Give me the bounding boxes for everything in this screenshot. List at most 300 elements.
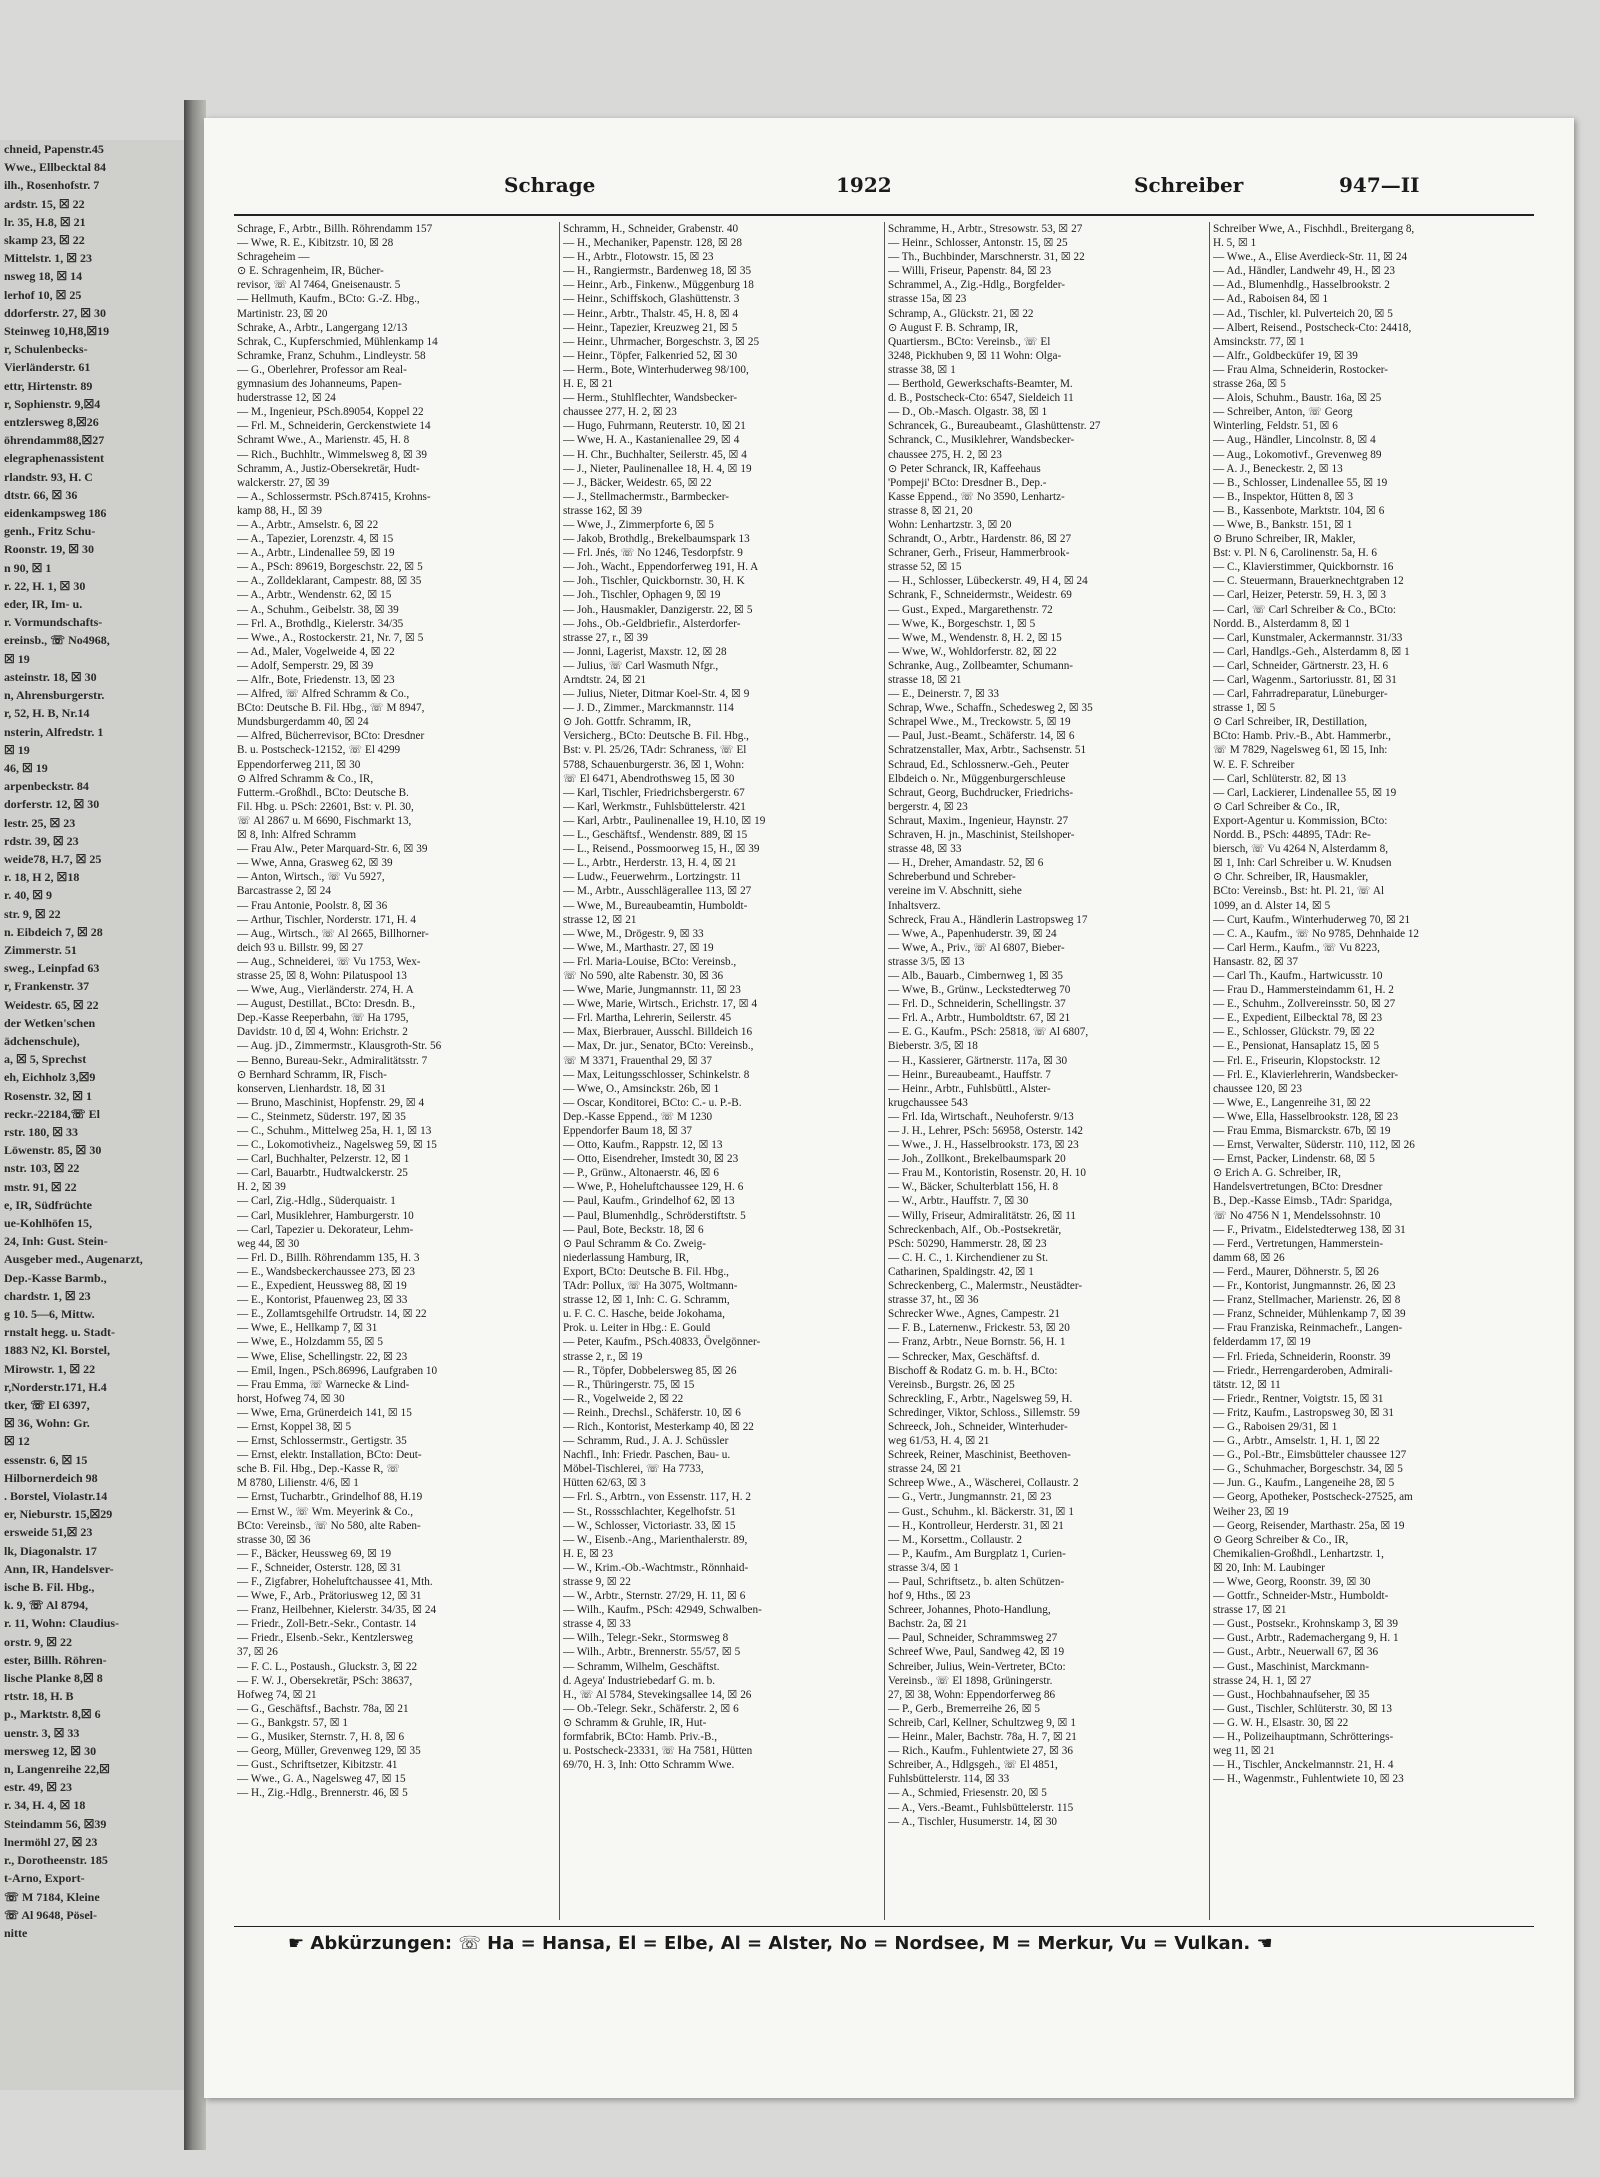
- directory-entry: Quartiersm., BCto: Vereinsb., ☏ El: [888, 335, 1051, 348]
- directory-entry: strasse 30, ☒ 36: [237, 1533, 311, 1546]
- directory-entry: Chemikalien-Großhdl., Lenhartzstr. 1,: [1213, 1547, 1384, 1560]
- directory-entry: — Georg, Apotheker, Postscheck-27525, am: [1213, 1491, 1413, 1504]
- directory-entry: — Frau D., Hammersteindamm 61, H. 2: [1213, 984, 1394, 997]
- directory-entry: — G., Bankgstr. 57, ☒ 1: [237, 1716, 349, 1729]
- adjacent-page-line: k. 9, ☏ Al 8794,: [4, 1598, 89, 1613]
- directory-entry: — Wwe, M., Marthastr. 27, ☒ 19: [563, 941, 714, 954]
- directory-entry: Schraud, Ed., Schlossnerw.-Geh., Peuter: [888, 758, 1070, 771]
- directory-entry: — Frl. Frieda, Schneiderin, Roonstr. 39: [1213, 1350, 1391, 1363]
- directory-entry: — Otto, Eisendreher, Imstedt 30, ☒ 23: [563, 1153, 739, 1166]
- adjacent-page-line: Löwenstr. 85, ☒ 30: [4, 1143, 102, 1158]
- adjacent-page-line: dtstr. 66, ☒ 36: [4, 487, 78, 502]
- directory-entry: Schreiber, Julius, Wein-Vertreter, BCto:: [888, 1660, 1066, 1673]
- directory-entry: — Georg, Müller, Grevenweg 129, ☒ 35: [237, 1745, 421, 1758]
- directory-entry: — Schramm, Wilhelm, Geschäftst.: [563, 1660, 720, 1673]
- directory-entry: Export, BCto: Deutsche B. Fil. Hbg.,: [563, 1265, 729, 1278]
- adjacent-page-line: genh., Fritz Schu-: [4, 524, 96, 539]
- directory-entry: — H., Dreher, Amandastr. 52, ☒ 6: [888, 857, 1044, 870]
- directory-entry: — Joh., Tischler, Quickbornstr. 30, H. K: [563, 575, 745, 588]
- directory-entry: — Berthold, Gewerkschafts-Beamter, M.: [888, 378, 1073, 391]
- directory-entry: — G. W. H., Elsastr. 30, ☒ 22: [1213, 1716, 1349, 1729]
- directory-entry: — Ob.-Telegr. Sekr., Schäferstr. 2, ☒ 6: [563, 1702, 739, 1715]
- directory-entry: Bst: v. Pl. N 6, Carolinenstr. 5a, H. 6: [1213, 547, 1377, 560]
- adjacent-page-line: ädchenschule),: [4, 1033, 80, 1048]
- directory-entry: Schratzenstaller, Max, Arbtr., Sachsenstr. 51: [888, 744, 1087, 757]
- directory-entry: H. 2, ☒ 39: [237, 1181, 286, 1194]
- directory-entry: — E., Schuhm., Zollvereinsstr. 50, ☒ 27: [1213, 998, 1396, 1011]
- directory-entry: gymnasium des Johanneums, Papen-: [237, 378, 402, 391]
- adjacent-page-line: lk, Diagonalstr. 17: [4, 1543, 97, 1558]
- directory-entry: Schrammel, A., Zig.-Hdlg., Borgfelder-: [888, 279, 1065, 292]
- directory-entry: — Benno, Bureau-Sekr., Admiralitätsstr. 7: [237, 1054, 428, 1067]
- directory-entry: ☏ M 3371, Frauenthal 29, ☒ 37: [563, 1054, 712, 1067]
- directory-entry: — Otto, Kaufm., Rappstr. 12, ☒ 13: [563, 1139, 723, 1152]
- directory-entry: — Heinr., Töpfer, Falkenried 52, ☒ 30: [563, 349, 738, 362]
- adjacent-page-line: der Wetken'schen: [4, 1015, 96, 1030]
- directory-entry: strasse 24, H. 1, ☒ 27: [1213, 1674, 1312, 1687]
- directory-entry: Schrecker Wwe., Agnes, Campestr. 21: [888, 1308, 1060, 1321]
- directory-entry: — M., Arbtr., Ausschlägerallee 113, ☒ 27: [563, 885, 752, 898]
- directory-entry: — Gottfr., Schneider-Mstr., Humboldt-: [1213, 1590, 1389, 1603]
- directory-entry: strasse 8, ☒ 21, 20: [888, 504, 973, 517]
- directory-entry: — Ferd., Vertretungen, Hammerstein-: [1213, 1237, 1384, 1250]
- directory-entry: H. 5, ☒ 1: [1213, 237, 1257, 250]
- adjacent-page-line: r, 52, H. B, Nr.14: [4, 706, 90, 721]
- adjacent-page-line: tker, ☏ El 6397,: [4, 1398, 90, 1413]
- directory-entry: — H., Tischler, Anckelmannstr. 21, H. 4: [1213, 1759, 1394, 1772]
- directory-entry: strasse 162, ☒ 39: [563, 504, 643, 517]
- adjacent-page-line: lr. 35, H.8, ☒ 21: [4, 214, 86, 229]
- adjacent-page-line: arpenbeckstr. 84: [4, 779, 89, 794]
- adjacent-page-line: estr. 49, ☒ 23: [4, 1780, 72, 1795]
- adjacent-page-line: lestr. 25, ☒ 23: [4, 815, 76, 830]
- adjacent-page-line: Mittelstr. 1, ☒ 23: [4, 251, 92, 266]
- directory-entry: formfabrik, BCto: Hamb. Priv.-B.,: [563, 1731, 718, 1744]
- directory-entry: — Jonni, Lagerist, Maxstr. 12, ☒ 28: [563, 645, 727, 658]
- directory-entry: — Franz, Schneider, Mühlenkamp 7, ☒ 39: [1213, 1308, 1406, 1321]
- directory-entry: chaussee 275, H. 2, ☒ 23: [888, 448, 1002, 461]
- directory-entry: damm 68, ☒ 26: [1213, 1251, 1285, 1264]
- directory-entry: ☏ M 7829, Nagelsweg 61, ☒ 15, Inh:: [1213, 744, 1388, 757]
- directory-entry: deich 93 u. Billstr. 99, ☒ 27: [237, 941, 363, 954]
- adjacent-page-line: ☏ Al 9648, Pösel-: [4, 1907, 97, 1922]
- directory-entry: — Heinr., Arbtr., Fuhlsbüttl., Alster-: [888, 1082, 1051, 1095]
- directory-entry: — Hellmuth, Kaufm., BCto: G.-Z. Hbg.,: [237, 293, 420, 306]
- directory-entry: — Wwe, B., Bankstr. 151, ☒ 1: [1213, 518, 1353, 531]
- directory-entry: — Carl Th., Kaufm., Hartwicusstr. 10: [1213, 969, 1383, 982]
- directory-entry: — Ernst, elektr. Installation, BCto: Deut-: [237, 1449, 422, 1462]
- directory-entry: — R., Thüringerstr. 75, ☒ 15: [563, 1378, 695, 1391]
- adjacent-page-line: weide78, H.7, ☒ 25: [4, 851, 102, 866]
- directory-entry: — E., Deinerstr. 7, ☒ 33: [888, 688, 1000, 701]
- adjacent-page-line: ersweide 51,☒ 23: [4, 1525, 93, 1540]
- adjacent-page-line: r. 11, Wohn: Claudius-: [4, 1616, 120, 1631]
- directory-entry: ⊙ Joh. Gottfr. Schramm, IR,: [563, 716, 692, 729]
- adjacent-page-line: ardstr. 15, ☒ 22: [4, 196, 85, 211]
- adjacent-page-line: rstr. 180, ☒ 33: [4, 1124, 78, 1139]
- directory-entry: — Reinh., Drechsl., Schäferstr. 10, ☒ 6: [563, 1406, 741, 1419]
- adjacent-page-line: ☒ 12: [4, 1434, 30, 1449]
- directory-entry: — A., Tischler, Husumerstr. 14, ☒ 30: [888, 1815, 1058, 1828]
- directory-entry: — Frl. Ida, Wirtschaft., Neuhoferstr. 9/13: [888, 1110, 1074, 1123]
- adjacent-page-line: Dep.-Kasse Barmb.,: [4, 1270, 107, 1285]
- directory-entry: 27, ☒ 38, Wohn: Eppendorferweg 86: [888, 1688, 1056, 1701]
- directory-entry: Schrapel Wwe., M., Treckowstr. 5, ☒ 19: [888, 716, 1071, 729]
- directory-entry: — Ad., Blumenhdlg., Hasselbrookstr. 2: [1213, 279, 1390, 292]
- directory-entry: — H., Schlosser, Lübeckerstr. 49, H 4, ☒ 24: [888, 575, 1088, 588]
- column-3: [884, 222, 1209, 1920]
- directory-entry: Inhaltsverz.: [888, 899, 941, 912]
- directory-entry: Dep.-Kasse Reeperbahn, ☏ Ha 1795,: [237, 1012, 409, 1025]
- directory-entry: vereine im V. Abschnitt, siehe: [888, 885, 1022, 898]
- directory-entry: — Carl, Fahrradreparatur, Lüneburger-: [1213, 688, 1388, 701]
- directory-entry: Hofweg 74, ☒ 21: [237, 1688, 317, 1701]
- adjacent-page-line: ester, Billh. Röhren-: [4, 1652, 107, 1667]
- directory-entry: Schreeck, Joh., Schneider, Winterhuder-: [888, 1420, 1068, 1433]
- directory-entry: — Wilh., Telegr.-Sekr., Stormsweg 8: [563, 1632, 729, 1645]
- directory-entry: — G., Arbtr., Amselstr. 1, H. 1, ☒ 22: [1213, 1435, 1380, 1448]
- directory-entry: u. Postscheck-23331, ☏ Ha 7581, Hütten: [563, 1745, 753, 1758]
- directory-entry: — Frau Emma, ☏ Warnecke & Lind-: [237, 1378, 410, 1391]
- directory-entry: Fuhlsbüttelerstr. 114, ☒ 33: [888, 1773, 1010, 1786]
- directory-entry: — Wwe, H. A., Kastanienallee 29, ☒ 4: [563, 434, 740, 447]
- directory-entry: — Aug. jD., Zimmermstr., Klausgroth-Str. 56: [237, 1040, 442, 1053]
- directory-entry: ⊙ Georg Schreiber & Co., IR,: [1213, 1533, 1349, 1546]
- directory-entry: — C., Lokomotivheiz., Nagelsweg 59, ☒ 15: [237, 1139, 437, 1152]
- directory-entry: huderstrasse 12, ☒ 24: [237, 392, 336, 405]
- directory-entry: ⊙ Erich A. G. Schreiber, IR,: [1213, 1167, 1341, 1180]
- header-rule: [234, 214, 1534, 216]
- directory-entry: — Schreiber, Anton, ☏ Georg: [1213, 406, 1353, 419]
- directory-entry: — Ad., Raboisen 84, ☒ 1: [1213, 293, 1329, 306]
- directory-entry: — W., Bäcker, Schulterblatt 156, H. 8: [888, 1181, 1059, 1194]
- directory-entry: ☏ No 590, alte Rabenstr. 30, ☒ 36: [563, 969, 724, 982]
- directory-entry: — Max, Dr. jur., Senator, BCto: Vereinsb.,: [563, 1040, 754, 1053]
- column-2: [559, 222, 884, 1920]
- directory-entry: — Carl, Wagenm., Sartoriusstr. 81, ☒ 31: [1213, 674, 1397, 686]
- directory-entry: Schrandt, O., Arbtr., Hardenstr. 86, ☒ 27: [888, 533, 1072, 546]
- directory-entry: — G., Musiker, Sternstr. 7, H. 8, ☒ 6: [237, 1731, 405, 1744]
- adjacent-page-strip: [0, 140, 192, 2090]
- directory-entry: strasse 3/4, ☒ 1: [888, 1561, 959, 1574]
- directory-entry: — P., Gerb., Bremerreihe 26, ☒ 5: [888, 1702, 1041, 1715]
- directory-entry: — E., Wandsbeckerchaussee 273, ☒ 23: [237, 1265, 415, 1278]
- directory-entry: — B., Inspektor, Hütten 8, ☒ 3: [1213, 490, 1354, 503]
- adjacent-page-line: Ann, IR, Handelsver-: [4, 1561, 114, 1576]
- directory-entry: — A., Vers.-Beamt., Fuhlsbüttelerstr. 115: [888, 1801, 1074, 1814]
- directory-entry: — Paul, Blumenhdlg., Schröderstiftstr. 5: [563, 1209, 746, 1222]
- directory-entry: — Curt, Kaufm., Winterhuderweg 70, ☒ 21: [1213, 913, 1411, 926]
- directory-entry: — Rich., Buchhltr., Wimmelsweg 8, ☒ 39: [237, 448, 427, 461]
- directory-entry: — Heinr., Bureaubeamt., Hauffstr. 7: [888, 1068, 1051, 1081]
- directory-entry: Arndtstr. 24, ☒ 21: [563, 674, 647, 686]
- directory-entry: — Friedr., Rentner, Voigtstr. 15, ☒ 31: [1213, 1392, 1384, 1405]
- directory-entry: Winterling, Feldstr. 51, ☒ 6: [1213, 420, 1338, 433]
- directory-entry: Schramt Wwe., A., Marienstr. 45, H. 8: [237, 434, 410, 447]
- directory-entry: — Herm., Bote, Winterhuderweg 98/100,: [563, 363, 749, 376]
- directory-entry: — Wwe, F., Arb., Prätoriusweg 12, ☒ 31: [237, 1590, 422, 1603]
- directory-entry: — Fr., Kontorist, Jungmannstr. 26, ☒ 23: [1213, 1280, 1396, 1293]
- directory-entry: strasse 12, ☒ 1, Inh: C. G. Schramm,: [563, 1294, 730, 1307]
- directory-entry: — A., Arbtr., Wendenstr. 62, ☒ 15: [237, 589, 392, 602]
- directory-entry: — Carl, Schlüterstr. 82, ☒ 13: [1213, 772, 1347, 785]
- directory-entry: — Frl. M., Schneiderin, Gerckenstwiete 14: [237, 420, 431, 433]
- directory-entry: — A., Arbtr., Lindenallee 59, ☒ 19: [237, 547, 395, 560]
- directory-entry: tätstr. 12, ☒ 11: [1213, 1378, 1281, 1391]
- directory-entry: 37, ☒ 26: [237, 1646, 278, 1659]
- directory-entry: — W., Eisenb.-Ang., Marienthalerstr. 89,: [563, 1533, 748, 1546]
- directory-entry: strasse 24, ☒ 21: [888, 1463, 962, 1476]
- directory-entry: — Ad., Tischler, kl. Pulverteich 20, ☒ 5: [1213, 307, 1393, 320]
- directory-entry: Schreek, Reiner, Maschinist, Beethoven-: [888, 1449, 1071, 1462]
- adjacent-page-line: str. 9, ☒ 22: [4, 906, 61, 921]
- directory-entry: — Frl. D., Schneiderin, Schellingstr. 37: [888, 998, 1066, 1011]
- directory-entry: — H., Arbtr., Flotowstr. 15, ☒ 23: [563, 251, 714, 264]
- book-gutter: [184, 100, 206, 2150]
- directory-entry: — Wwe, Marie, Wirtsch., Erichstr. 17, ☒ 4: [563, 998, 758, 1011]
- adjacent-page-line: rlandstr. 93, H. C: [4, 469, 93, 484]
- adjacent-page-line: ☒ 19: [4, 742, 30, 757]
- adjacent-page-line: essenstr. 6, ☒ 15: [4, 1452, 88, 1467]
- directory-entry: — F., Zigfabrer, Hoheluftchaussee 41, Mth.: [237, 1576, 433, 1588]
- adjacent-page-line: ilh., Rosenhofstr. 7: [4, 178, 100, 193]
- directory-entry: — Heinr., Arb., Finkenw., Müggenburg 18: [563, 279, 754, 292]
- directory-entry: — Bruno, Maschinist, Hopfenstr. 29, ☒ 4: [237, 1096, 425, 1109]
- directory-entry: — Max, Bierbrauer, Ausschl. Billdeich 16: [563, 1026, 753, 1039]
- directory-entry: strasse 52, ☒ 15: [888, 561, 962, 574]
- directory-entry: — Wwe., A., Elise Averdieck-Str. 11, ☒ 24: [1213, 251, 1408, 264]
- directory-entry: — Alfred, ☏ Alfred Schramm & Co.,: [237, 688, 410, 701]
- directory-entry: — A., Tapezier, Lorenzstr. 4, ☒ 15: [237, 533, 394, 546]
- directory-entry: strasse 1, ☒ 5: [1213, 702, 1276, 715]
- directory-entry: — H., Zig.-Hdlg., Brennerstr. 46, ☒ 5: [237, 1787, 408, 1800]
- adjacent-page-line: orstr. 9, ☒ 22: [4, 1634, 72, 1649]
- directory-entry: — Jakob, Brothdlg., Brekelbaumspark 13: [563, 533, 750, 546]
- directory-entry: Schreer, Johannes, Photo-Handlung,: [888, 1604, 1051, 1617]
- directory-entry: ☒ 8, Inh: Alfred Schramm: [237, 829, 357, 842]
- directory-entry: Schrank, F., Schneidermstr., Weidestr. 69: [888, 589, 1072, 602]
- directory-entry: — Fritz, Kaufm., Lastropsweg 30, ☒ 31: [1213, 1406, 1394, 1419]
- directory-entry: — Willy, Friseur, Admiralitätstr. 26, ☒ 11: [888, 1209, 1077, 1222]
- directory-entry: 'Pompeji' BCto: Dresdner B., Dep.-: [888, 476, 1047, 489]
- directory-entry: — Wwe., G. A., Nagelsweg 47, ☒ 15: [237, 1773, 406, 1786]
- adjacent-page-line: r. 18, H 2, ☒18: [4, 870, 80, 885]
- directory-entry: u. F. C. C. Hasche, beide Jokohama,: [563, 1308, 725, 1321]
- directory-entry: — Arthur, Tischler, Norderstr. 171, H. 4: [237, 913, 417, 926]
- adjacent-page-line: dorferstr. 12, ☒ 30: [4, 797, 100, 812]
- directory-entry: — Paul, Kaufm., Grindelhof 62, ☒ 13: [563, 1195, 735, 1208]
- directory-entry: — A., PSch: 89619, Borgeschstr. 22, ☒ 5: [237, 561, 423, 574]
- adjacent-page-line: nitte: [4, 1925, 28, 1940]
- directory-entry: — Friedr., Zoll-Betr.-Sekr., Contastr. 14: [237, 1618, 416, 1631]
- directory-entry: — Heinr., Schiffskoch, Glashüttenstr. 3: [563, 293, 740, 306]
- header-last-entry: Schreiber: [1134, 173, 1244, 197]
- directory-entry: — Frl. D., Billh. Röhrendamm 135, H. 3: [237, 1251, 420, 1264]
- abbreviations-footer: ☛ Abkürzungen: ☏ Ha = Hansa, El = Elbe, Al = Alster, No = Nordsee, M = Merkur, Vu = Vulkan. ☚: [234, 1926, 1534, 1956]
- directory-entry: — Frl. Martha, Lehrerin, Seilerstr. 45: [563, 1012, 732, 1025]
- adjacent-page-line: ue-Kohlhöfen 15,: [4, 1215, 93, 1230]
- directory-entry: — Franz, Arbtr., Neue Bornstr. 56, H. 1: [888, 1336, 1066, 1349]
- adjacent-page-line: ☒ 36, Wohn: Gr.: [4, 1416, 90, 1431]
- adjacent-page-line: uenstr. 3, ☒ 33: [4, 1725, 80, 1740]
- directory-entry: strasse 12, ☒ 21: [563, 913, 637, 926]
- directory-entry: — A., Zolldeklarant, Campestr. 88, ☒ 35: [237, 575, 422, 588]
- directory-entry: — Carl, Musiklehrer, Hamburgerstr. 10: [237, 1209, 414, 1222]
- directory-entry: — Schrecker, Max, Geschäftsf. d.: [888, 1350, 1040, 1363]
- directory-entry: ⊙ Peter Schranck, IR, Kaffeehaus: [888, 462, 1041, 475]
- directory-entry: — Alfr., Bote, Friedenstr. 13, ☒ 23: [237, 674, 395, 686]
- adjacent-page-line: r, Sophienstr. 9,☒4: [4, 396, 101, 411]
- adjacent-page-line: t-Arno, Export-: [4, 1871, 85, 1886]
- directory-entry: Nordd. B., Alsterdamm 8, ☒ 1: [1213, 617, 1351, 630]
- directory-entry: Schreiber Wwe, A., Fischhdl., Breitergang 8,: [1213, 223, 1415, 235]
- directory-entry: Fil. Hbg. u. PSch: 22601, Bst: v. Pl. 30,: [237, 800, 414, 813]
- directory-entry: — Gust., Tischler, Schlüterstr. 30, ☒ 13: [1213, 1702, 1392, 1715]
- directory-entry: Catharinen, Spaldingstr. 42, ☒ 1: [888, 1265, 1034, 1278]
- directory-entry: — R., Vogelweide 2, ☒ 22: [563, 1392, 684, 1405]
- directory-entry: Schranke, Aug., Zollbeamter, Schumann-: [888, 659, 1074, 672]
- directory-entry: Wohn: Lenhartzstr. 3, ☒ 20: [888, 518, 1012, 531]
- directory-entry: — Frau Alw., Peter Marquard-Str. 6, ☒ 39: [237, 843, 428, 856]
- directory-entry: — Carl, ☏ Carl Schreiber & Co., BCto:: [1213, 603, 1397, 616]
- adjacent-page-line: Zimmerstr. 51: [4, 942, 77, 957]
- directory-entry: weg 61/53, H. 4, ☒ 21: [888, 1435, 990, 1448]
- directory-entry: Schreep Wwe., A., Wäscherei, Collaustr. 2: [888, 1477, 1079, 1490]
- entry-columns: [234, 222, 1534, 1920]
- directory-entry: Schramme, H., Arbtr., Stresowstr. 53, ☒ 27: [888, 223, 1083, 235]
- adjacent-page-line: n 90, ☒ 1: [4, 560, 52, 575]
- directory-entry: — Wwe, Anna, Grasweg 62, ☒ 39: [237, 857, 393, 870]
- directory-entry: — Frl. Jnés, ☏ No 1246, Tesdorpfstr. 9: [563, 547, 743, 560]
- directory-entry: — Frl. S., Arbtrn., von Essenstr. 117, H. 2: [563, 1491, 751, 1504]
- adjacent-page-line: ische B. Fil. Hbg.,: [4, 1580, 95, 1595]
- directory-entry: ⊙ Bruno Schreiber, IR, Makler,: [1213, 533, 1356, 546]
- directory-entry: — Anton, Wirtsch., ☏ Vu 5927,: [237, 871, 385, 884]
- directory-entry: — Aug., Händler, Lincolnstr. 8, ☒ 4: [1213, 434, 1376, 447]
- directory-entry: Export-Agentur u. Kommission, BCto:: [1213, 814, 1388, 827]
- directory-entry: — F., Privatm., Eidelstedterweg 138, ☒ 31: [1213, 1223, 1406, 1236]
- directory-entry: H., ☏ Al 5784, Stevekingsallee 14, ☒ 26: [563, 1688, 752, 1701]
- directory-entry: ⊙ Alfred Schramm & Co., IR,: [237, 772, 374, 785]
- directory-entry: walckerstr. 27, ☒ 39: [237, 476, 330, 489]
- directory-entry: — Frl. A., Brothdlg., Kielerstr. 34/35: [237, 617, 404, 630]
- directory-entry: — C. H. C., 1. Kirchendiener zu St.: [888, 1251, 1049, 1264]
- directory-entry: — E., Schlosser, Glückstr. 79, ☒ 22: [1213, 1026, 1375, 1039]
- directory-entry: — Wilh., Kaufm., PSch: 42949, Schwalben-: [563, 1604, 762, 1617]
- directory-entry: — Paul, Schriftsetz., b. alten Schützen-: [888, 1576, 1065, 1588]
- directory-entry: — Ad., Maler, Vogelweide 4, ☒ 22: [237, 645, 395, 658]
- directory-entry: Schraner, Gerh., Friseur, Hammerbrook-: [888, 547, 1070, 560]
- directory-entry: — J., Stellmachermstr., Barmbecker-: [563, 490, 729, 503]
- directory-entry: Vereinsb., ☏ El 1898, Grüningerstr.: [888, 1674, 1053, 1687]
- adjacent-page-line: nstr. 103, ☒ 22: [4, 1161, 80, 1176]
- directory-entry: — Wwe, Aug., Vierländerstr. 274, H. A: [237, 984, 414, 997]
- directory-entry: kamp 88, H., ☒ 39: [237, 504, 322, 517]
- directory-entry: Schreef Wwe, Paul, Sandweg 42, ☒ 19: [888, 1646, 1065, 1659]
- directory-entry: BCto: Deutsche B. Fil. Hbg., ☏ M 8947,: [237, 702, 425, 715]
- directory-entry: Schreckenberg, C., Malermstr., Neustädter-: [888, 1280, 1083, 1293]
- directory-entry: — E. G., Kaufm., PSch: 25818, ☏ Al 6807,: [888, 1026, 1089, 1039]
- directory-entry: — Rich., Kontorist, Mesterkamp 40, ☒ 22: [563, 1420, 754, 1433]
- directory-entry: Schredinger, Viktor, Schloss., Sillemstr. 59: [888, 1406, 1080, 1419]
- directory-entry: d. Ageya' Industriebedarf G. m. b.: [563, 1674, 716, 1687]
- directory-entry: — F. W. J., Obersekretär, PSch: 38637,: [237, 1674, 413, 1687]
- adjacent-page-line: ettr, Hirtenstr. 89: [4, 378, 93, 393]
- adjacent-page-line: a, ☒ 5, Sprechst: [4, 1052, 87, 1067]
- directory-entry: ⊙ Paul Schramm & Co. Zweig-: [563, 1237, 706, 1250]
- directory-entry: — Ferd., Maurer, Döhnerstr. 5, ☒ 26: [1213, 1265, 1379, 1278]
- directory-entry: strasse 9, ☒ 22: [563, 1576, 631, 1588]
- directory-entry: — Jun. G., Kaufm., Langeneihe 28, ☒ 5: [1213, 1477, 1395, 1490]
- adjacent-page-line: Wwe., Ellbecktal 84: [4, 160, 106, 175]
- directory-entry: Schramm, H., Schneider, Grabenstr. 40: [563, 223, 739, 235]
- directory-entry: — H., Wagenmstr., Fuhlentwiete 10, ☒ 23: [1213, 1773, 1404, 1786]
- adjacent-page-line: rdstr. 39, ☒ 23: [4, 833, 79, 848]
- adjacent-page-line: 24, Inh: Gust. Stein-: [4, 1234, 108, 1249]
- directory-entry: — D., Ob.-Masch. Olgastr. 38, ☒ 1: [888, 406, 1048, 419]
- directory-entry: — Adolf, Semperstr. 29, ☒ 39: [237, 659, 374, 672]
- directory-entry: — P., Kaufm., Am Burgplatz 1, Curien-: [888, 1547, 1066, 1560]
- directory-entry: — J., Bäcker, Weidestr. 65, ☒ 22: [563, 476, 712, 489]
- directory-entry: Hütten 62/63, ☒ 3: [563, 1477, 646, 1490]
- directory-entry: — Wwe, E., Langenreihe 31, ☒ 22: [1213, 1096, 1371, 1109]
- directory-entry: Vereinsb., Burgstr. 26, ☒ 25: [888, 1378, 1015, 1391]
- directory-entry: Schramp, A., Glückstr. 21, ☒ 22: [888, 307, 1034, 320]
- directory-entry: — Franz, Heilbehner, Kielerstr. 34/35, ☒ 24: [237, 1604, 437, 1617]
- directory-entry: — Gust., Hochbahnaufseher, ☒ 35: [1213, 1688, 1370, 1701]
- directory-entry: — Wwe, J., Zimmerpforte 6, ☒ 5: [563, 518, 714, 531]
- directory-entry: — A., Schuhm., Geibelstr. 38, ☒ 39: [237, 603, 399, 616]
- directory-entry: — Ernst W., ☏ Wm. Meyerink & Co.,: [237, 1505, 413, 1518]
- directory-entry: — Heinr., Tapezier, Kreuzweg 21, ☒ 5: [563, 321, 738, 334]
- directory-entry: — E., Zollamtsgehilfe Ortrudstr. 14, ☒ 22: [237, 1308, 427, 1321]
- directory-entry: sche B. Fil. Hbg., Dep.-Kasse R, ☏: [237, 1463, 401, 1476]
- directory-entry: niederlassung Hamburg, IR,: [563, 1251, 689, 1264]
- directory-entry: — Wwe, O., Amsinckstr. 26b, ☒ 1: [563, 1082, 720, 1095]
- directory-entry: — L., Geschäftsf., Wendenstr. 889, ☒ 15: [563, 829, 748, 842]
- directory-entry: Amsinckstr. 77, ☒ 1: [1213, 335, 1305, 348]
- directory-entry: strasse 48, ☒ 33: [888, 843, 962, 856]
- adjacent-page-line: eidenkampsweg 186: [4, 506, 107, 521]
- directory-entry: — Karl, Tischler, Friedrichsbergerstr. 67: [563, 786, 745, 799]
- directory-entry: — H., Mechaniker, Papenstr. 128, ☒ 28: [563, 237, 742, 250]
- directory-entry: — Ad., Händler, Landwehr 49, H., ☒ 23: [1213, 265, 1396, 278]
- directory-entry: Möbel-Tischlerei, ☏ Ha 7733,: [563, 1463, 704, 1476]
- adjacent-page-line: lerhof 10, ☒ 25: [4, 287, 82, 302]
- directory-entry: — Paul, Schneider, Schrammsweg 27: [888, 1632, 1058, 1645]
- directory-entry: — Gust., Exped., Margarethenstr. 72: [888, 603, 1053, 616]
- directory-entry: — H., Kassierer, Gärtnerstr. 117a, ☒ 30: [888, 1054, 1068, 1067]
- directory-entry: — August, Destillat., BCto: Dresdn. B.,: [237, 998, 416, 1011]
- adjacent-page-line: öhrendamm88,☒27: [4, 433, 105, 448]
- directory-entry: — G., Oberlehrer, Professor am Real-: [237, 363, 407, 376]
- directory-entry: Schreckenbach, Alf., Ob.-Postsekretär,: [888, 1223, 1062, 1236]
- directory-entry: — Alb., Bauarb., Cimbernweg 1, ☒ 35: [888, 969, 1064, 982]
- directory-entry: strasse 4, ☒ 33: [563, 1618, 631, 1631]
- directory-entry: Schrap, Wwe., Schaffn., Schedesweg 2, ☒ 35: [888, 702, 1093, 715]
- directory-entry: H. E, ☒ 21: [563, 378, 614, 391]
- adjacent-page-line: Roonstr. 19, ☒ 30: [4, 542, 94, 557]
- adjacent-page-line: lnermöhl 27, ☒ 23: [4, 1834, 98, 1849]
- directory-entry: — Schramm, Rud., J. A. J. Schüssler: [563, 1435, 729, 1448]
- directory-entry: Schreckling, F., Arbtr., Nagelsweg 59, H.: [888, 1392, 1073, 1405]
- directory-entry: — Karl, Werkmstr., Fuhlsbüttelerstr. 421: [563, 800, 746, 813]
- adjacent-page-line: rtstr. 18, H. B: [4, 1689, 74, 1704]
- directory-entry: — Joh., Wacht., Eppendorferweg 191, H. A: [563, 561, 759, 574]
- directory-entry: — Wwe, Marie, Jungmannstr. 11, ☒ 23: [563, 984, 741, 997]
- adjacent-page-line: er, Nieburstr. 15,☒29: [4, 1507, 113, 1522]
- directory-entry: — L., Arbtr., Herderstr. 13, H. 4, ☒ 21: [563, 857, 737, 870]
